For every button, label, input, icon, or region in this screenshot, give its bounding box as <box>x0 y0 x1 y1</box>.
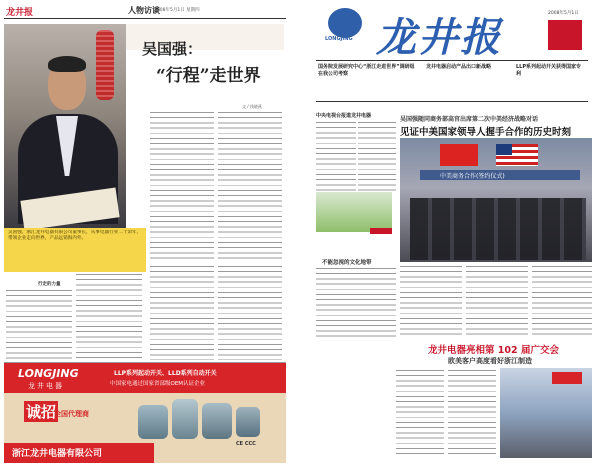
advertisement <box>4 362 286 463</box>
product-image-2 <box>172 399 198 439</box>
article-col-4 <box>218 266 282 360</box>
main-text-a <box>400 266 462 338</box>
ad-recruit-small: 全国代理商 <box>54 410 89 418</box>
headline-line2: “行程”走世界 <box>156 66 261 86</box>
main-text-b <box>466 266 528 338</box>
portrait-hair <box>48 56 86 72</box>
bottom-text-a <box>396 370 444 456</box>
article-col-right-a <box>150 112 214 262</box>
ad-company: 浙江龙井电器有限公司 <box>12 449 103 459</box>
left-masthead-small: 龙井报 <box>6 8 34 18</box>
caption-text: 吴国强，浙江龙井电器有限公司董事长，从事电器行业二十余年，带领企业走向世界，产品远销海内外。 <box>8 230 142 241</box>
article-col-right-b <box>218 112 282 262</box>
cert-marks: CE CCC <box>236 441 256 447</box>
logo-en: LONGJING <box>325 36 353 42</box>
article-col-3 <box>150 266 214 360</box>
subhead: 行走的力量 <box>38 282 61 287</box>
bottom-headline: 龙井电器亮相第 102 届广交会 <box>428 345 559 356</box>
header-date: 2008年5月1日 星期四 <box>154 8 200 13</box>
logo-badge <box>328 8 362 38</box>
left-col-title: 中央电视台报道龙井电器 <box>316 113 372 119</box>
flag-usa-canton <box>496 144 512 155</box>
article-col-1 <box>6 290 72 360</box>
ad-brand-cn: 龙井电器 <box>28 382 64 390</box>
ad-slogan-2: 中国家电通过国家省部级OEM认证企业 <box>110 381 206 387</box>
headline-line1: 吴国强： <box>142 40 203 58</box>
main-headline: 见证中美国家领导人握手合作的历史时刻 <box>400 127 572 138</box>
right-page <box>308 0 598 465</box>
left-col-text-b <box>358 122 396 192</box>
headline-block <box>128 38 284 98</box>
flag-china <box>440 144 478 166</box>
article-col-2 <box>76 274 142 360</box>
ad-brand-en: LONGJING <box>18 367 79 380</box>
product-image-3 <box>202 403 232 439</box>
fair-sign <box>552 372 582 384</box>
top-stories-band <box>316 60 588 102</box>
left-page-header <box>4 4 286 19</box>
main-photo <box>400 138 592 262</box>
ad-recruit-big: 诚招 <box>26 403 57 421</box>
chinese-knot-icon <box>96 30 114 100</box>
bottom-subhead: 欧美客户高度看好浙江制造 <box>448 357 532 365</box>
section-label: 人物访谈 <box>128 6 160 15</box>
photo-banner-text: 中美商务合作(签约仪式) <box>440 173 505 180</box>
issue-info: 2008年5月1日 <box>548 11 579 16</box>
top-story-3: LLP系列起动开关获得国家专利 <box>516 64 582 77</box>
masthead-title: 龙井报 <box>376 14 502 61</box>
issue-box <box>548 20 582 50</box>
left-col-text-a <box>316 122 356 192</box>
product-image-1 <box>138 405 168 439</box>
main-headline-small: 吴国强随同商务部高官出席第二次中美经济战略对话 <box>400 116 539 123</box>
ad-recruit-badge <box>24 401 104 431</box>
booth-photo <box>316 192 392 232</box>
left-col-subtitle: 不能忽视的文化地带 <box>322 260 372 266</box>
left-col-text-c <box>316 268 396 338</box>
main-text-c <box>532 266 592 338</box>
people-group <box>410 198 586 260</box>
top-story-2: 龙井电器启动产品出口新战略 <box>426 64 492 70</box>
ad-slogan-1: LLP系列起动开关、LLD系列自动开关 <box>114 370 217 377</box>
byline: 文 / 钱晓燕 <box>242 104 262 109</box>
booth-label <box>370 228 392 234</box>
top-story-1: 国务院发展研究中心“浙江走进世界”调研组在我公司考察 <box>318 64 415 77</box>
bottom-text-b <box>448 370 496 456</box>
left-page <box>4 0 286 465</box>
product-image-4 <box>236 407 260 437</box>
